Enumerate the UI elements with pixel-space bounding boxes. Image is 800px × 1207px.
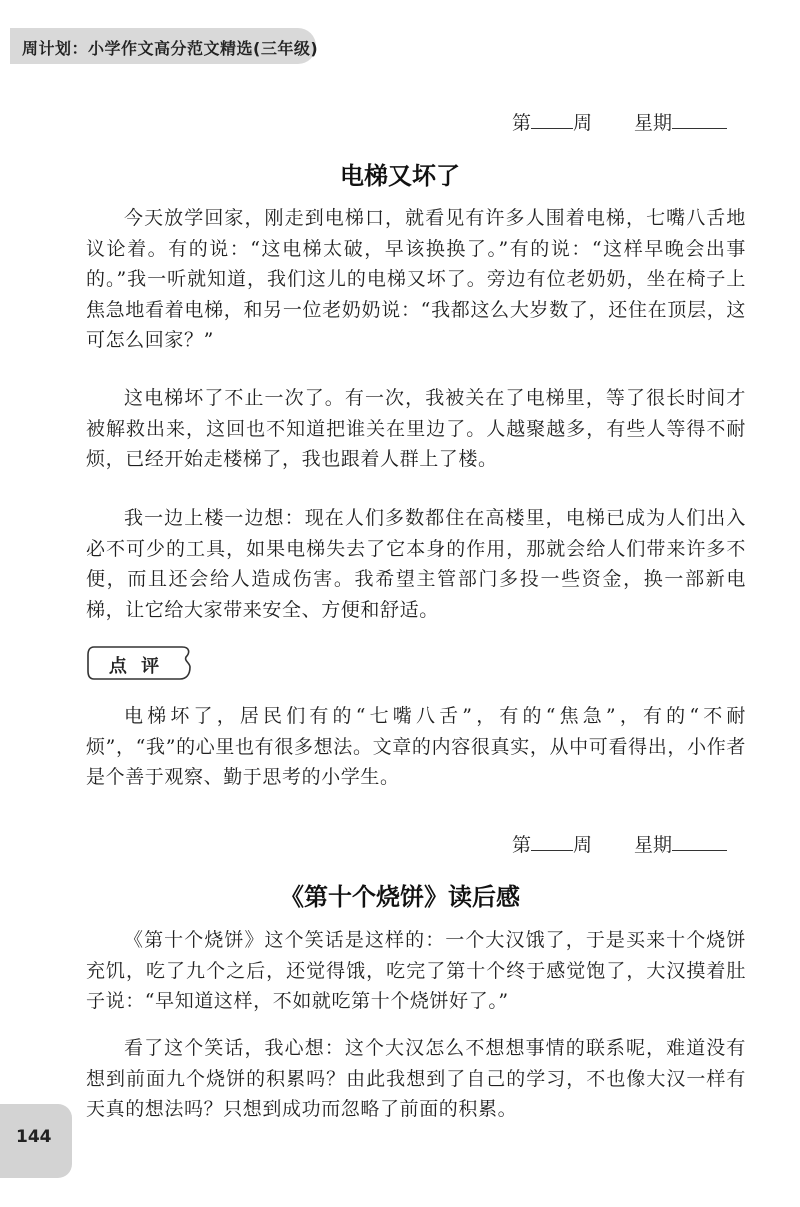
essay-2-paragraph-1: 《第十个烧饼》这个笑话是这样的：一个大汉饿了，于是买来十个烧饼充饥，吃了九个之后，还觉得饿，吃完了第十个终于感觉饱了，大汉摸着肚子说：“早知道这样，不如就吃第十个烧饼好了。” [86, 929, 746, 1012]
week-suffix: 周 [573, 112, 593, 134]
weekday-label: 星期 [634, 834, 673, 856]
essay-2-title: 《第十个烧饼》读后感 [280, 883, 520, 911]
comment-tag [86, 645, 196, 681]
week-blank [531, 835, 573, 851]
running-header [0, 28, 800, 66]
week-prefix: 第 [512, 834, 532, 856]
week-line-2 [512, 830, 727, 857]
essay-1-title: 电梯又坏了 [340, 162, 460, 190]
weekday-blank [672, 835, 727, 851]
essay-1-paragraph-3: 我一边上楼一边想：现在人们多数都住在高楼里，电梯已成为人们出入必不可少的工具，如果电梯失去了它本身的作用，那就会给人们带来许多不便，而且还会给人造成伤害。我希望主管部门多投一些资金，换一部新电梯，让它给大家带来安全、方便和舒适。 [86, 507, 746, 621]
page-number: 144 [16, 1127, 52, 1147]
weekday-blank [672, 113, 727, 129]
book-title: 周计划：小学作文高分范文精选(三年级) [22, 39, 319, 58]
essay-2-paragraph-2: 看了这个笑话，我心想：这个大汉怎么不想想事情的联系呢，难道没有想到前面九个烧饼的积累吗？由此我想到了自己的学习，不也像大汉一样有天真的想法吗？只想到成功而忽略了前面的积累。 [86, 1037, 746, 1120]
week-suffix: 周 [573, 834, 593, 856]
essay-1-paragraph-2: 这电梯坏了不止一次了。有一次，我被关在了电梯里，等了很长时间才被解救出来，这回也不知道把谁关在里边了。人越聚越多，有些人等得不耐烦，已经开始走楼梯了，我也跟着人群上了楼。 [86, 387, 746, 470]
essay-1-comment: 电梯坏了，居民们有的“七嘴八舌”，有的“焦急”，有的“不耐烦”，“我”的心里也有很多想法。文章的内容很真实，从中可看得出，小作者是个善于观察、勤于思考的小学生。 [86, 705, 746, 788]
week-line-1 [512, 108, 727, 135]
comment-label: 点 评 [108, 656, 164, 677]
weekday-label: 星期 [634, 112, 673, 134]
week-blank [531, 113, 573, 129]
week-prefix: 第 [512, 112, 532, 134]
essay-1-paragraph-1: 今天放学回家，刚走到电梯口，就看见有许多人围着电梯，七嘴八舌地议论着。有的说：“这电梯太破，早该换换了。”有的说：“这样早晚会出事的。”我一听就知道，我们这儿的电梯又坏了。旁边有位老奶奶，坐在椅子上焦急地看着电梯，和另一位老奶奶说：“我都这么大岁数了，还住在顶层，这可怎么回家？” [86, 207, 746, 351]
